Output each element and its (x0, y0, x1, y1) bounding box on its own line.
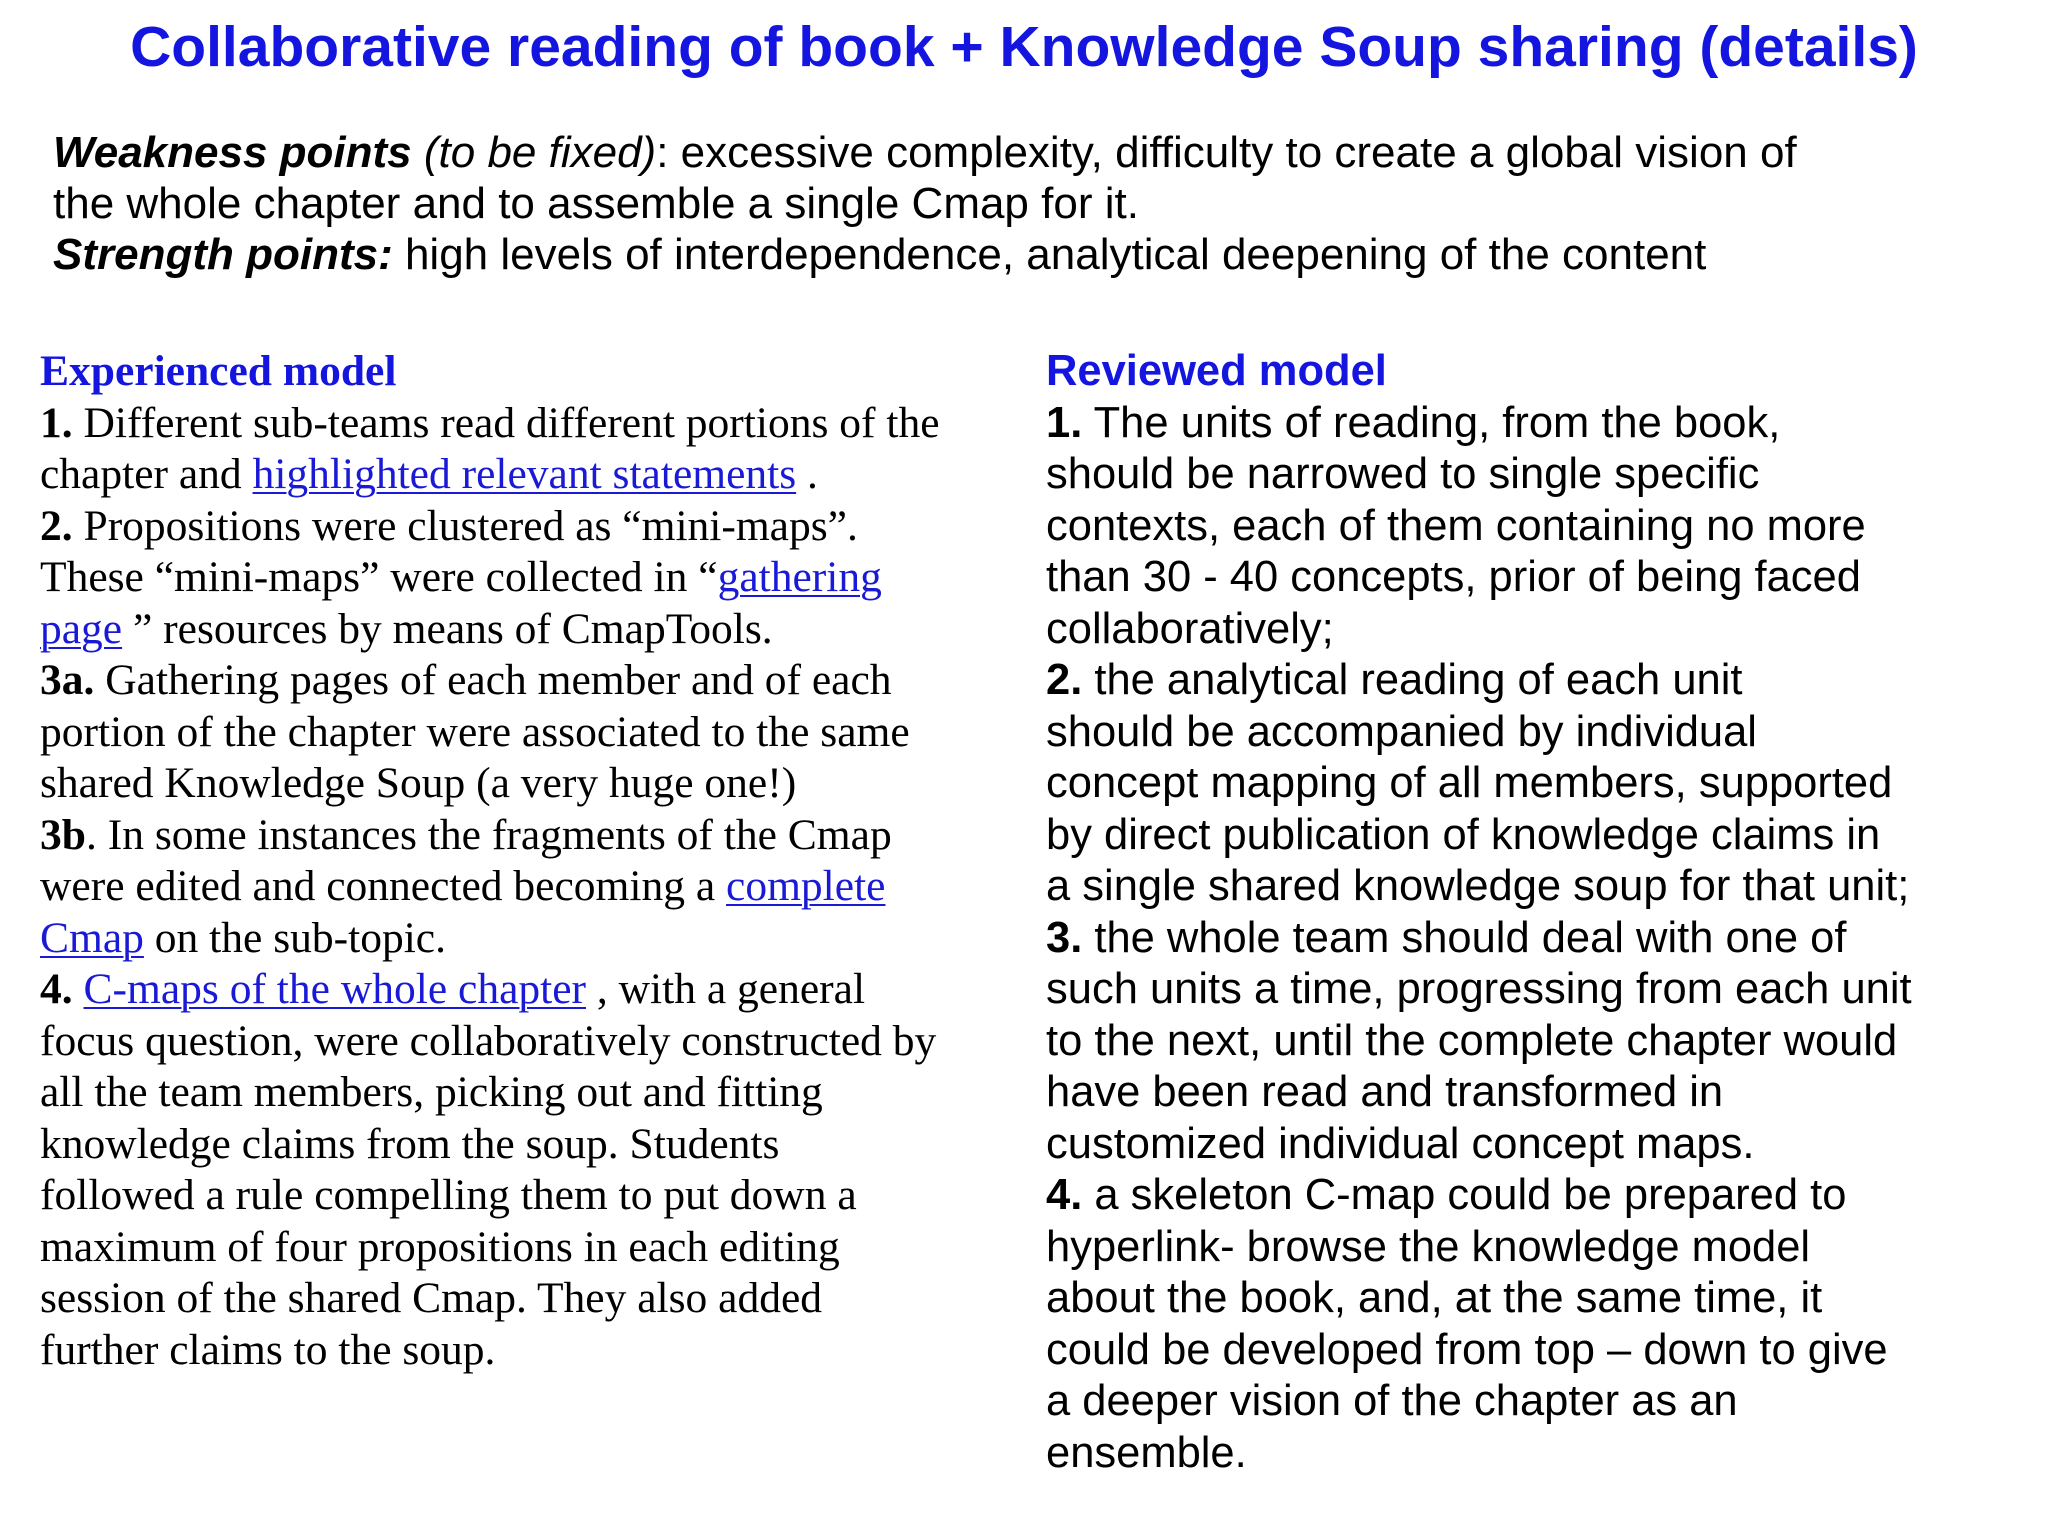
rev-line-6-text: the analytical reading of each unit (1082, 656, 1743, 704)
exp-line-7: portion of the chapter were associated to the same (40, 707, 910, 756)
rev-line-1-text: The units of reading, from the book, (1082, 398, 1781, 447)
weakness-paren: (to be fixed) (423, 128, 657, 177)
exp-line-17: maximum of four propositions in each editing (40, 1222, 840, 1271)
weakness-text-2: the whole chapter and to assemble a single Cmap for it. (53, 179, 1139, 228)
exp-line-11 (40, 913, 1050, 965)
gathering-page-link[interactable]: gathering (717, 553, 882, 601)
rev-line-11-text: the whole team should deal with one of (1082, 913, 1847, 962)
rev-line-11 (1046, 913, 2026, 965)
weakness-label: Weakness points (53, 128, 412, 177)
exp-line-5 (40, 604, 1050, 656)
rev-line-3: contexts, each of them containing no more (1046, 501, 1866, 550)
highlighted-statements-link[interactable]: highlighted relevant statements (252, 450, 797, 498)
rev-line-21: ensemble. (1046, 1428, 1247, 1477)
exp-line-10-text: were edited and connected becoming a (40, 862, 727, 910)
exp-line-11-text: on the sub-topic. (143, 913, 446, 962)
reviewed-model-column (1046, 346, 2026, 1479)
exp-line-19: further claims to the soup. (40, 1325, 496, 1374)
rev-line-17: hyperlink- browse the knowledge model (1046, 1222, 1811, 1271)
exp-line-5-text: ” resources by means of CmapTools. (122, 604, 773, 653)
exp-line-1-text: Different sub-teams read different portions of the (72, 398, 940, 447)
rev-item-2-number: 2. (1046, 656, 1083, 704)
gathering-page-link-cont[interactable]: page (40, 604, 123, 653)
rev-item-4-number: 4. (1046, 1171, 1083, 1219)
whole-chapter-cmaps-link[interactable]: C-maps of the whole chapter (83, 965, 587, 1013)
exp-line-6-text: Gathering pages of each member and of each (94, 656, 892, 704)
exp-line-18: session of the shared Cmap. They also added (40, 1274, 823, 1322)
rev-line-14: have been read and transformed in (1046, 1068, 1724, 1116)
strength-label: Strength points: (53, 230, 393, 279)
exp-line-2-text: chapter and (40, 450, 253, 498)
rev-item-3-number: 3. (1046, 913, 1083, 962)
exp-line-12 (40, 964, 1050, 1016)
rev-line-19: could be developed from top – down to give (1046, 1325, 1888, 1374)
exp-line-12-text: , with a general (586, 965, 866, 1013)
rev-line-5: collaboratively; (1046, 604, 1334, 653)
exp-line-3-text: Propositions were clustered as “mini-maps”. (72, 501, 858, 550)
rev-line-20: a deeper vision of the chapter as an (1046, 1377, 1738, 1425)
rev-line-16-text: a skeleton C-map could be prepared to (1082, 1171, 1847, 1219)
rev-line-8: concept mapping of all members, supported (1046, 759, 1893, 807)
exp-line-9-text: . In some instances the fragments of the Cmap (85, 810, 892, 859)
slide-title: Collaborative reading of book + Knowledge Soup sharing (details) (130, 15, 1918, 79)
rev-line-10: a single shared knowledge soup for that unit; (1046, 862, 1910, 910)
exp-line-1 (40, 398, 1050, 450)
rev-line-9: by direct publication of knowledge claims in (1046, 810, 1881, 859)
exp-line-13: focus question, were collaboratively constructed by (40, 1016, 937, 1065)
exp-line-4-text: These “mini-maps” were collected in “ (40, 553, 718, 601)
reviewed-model-heading: Reviewed model (1046, 347, 1387, 395)
rev-line-13: to the next, until the complete chapter would (1046, 1016, 1898, 1065)
experienced-model-column (40, 346, 1050, 1376)
rev-line-4: than 30 - 40 concepts, prior of being faced (1046, 553, 1861, 601)
rev-line-6 (1046, 655, 2026, 707)
rev-line-1 (1046, 398, 2026, 450)
rev-line-12: such units a time, progressing from each unit (1046, 965, 1912, 1013)
strength-line (53, 229, 2013, 280)
rev-line-15: customized individual concept maps. (1046, 1119, 1755, 1168)
exp-item-4-number: 4. (40, 965, 73, 1013)
exp-line-14: all the team members, picking out and fitting (40, 1068, 823, 1116)
rev-line-2: should be narrowed to single specific (1046, 450, 1760, 498)
exp-item-3a-number: 3a. (40, 656, 95, 704)
exp-line-3 (40, 501, 1050, 553)
experienced-model-heading: Experienced model (40, 347, 397, 395)
rev-line-16 (1046, 1170, 2026, 1222)
complete-cmap-link[interactable]: complete (726, 862, 886, 910)
exp-item-1-number: 1. (40, 398, 73, 447)
rev-line-7: should be accompanied by individual (1046, 707, 1757, 756)
exp-line-10 (40, 861, 1050, 913)
weakness-line-1 (53, 127, 2013, 178)
rev-item-1-number: 1. (1046, 398, 1083, 447)
exp-line-9 (40, 810, 1050, 862)
exp-line-16: followed a rule compelling them to put down a (40, 1171, 857, 1219)
rev-line-18: about the book, and, at the same time, it (1046, 1274, 1823, 1322)
exp-item-2-number: 2. (40, 501, 73, 550)
exp-line-6 (40, 655, 1050, 707)
weakness-text-1: : excessive complexity, difficulty to create a global vision of (656, 128, 1797, 177)
exp-line-2-end: . (796, 450, 818, 498)
complete-cmap-link-cont[interactable]: Cmap (40, 913, 144, 962)
summary-block (53, 127, 2013, 280)
strength-text: high levels of interdependence, analytical deepening of the content (392, 230, 1707, 279)
exp-line-2 (40, 449, 1050, 501)
exp-line-4 (40, 552, 1050, 604)
exp-line-15: knowledge claims from the soup. Students (40, 1119, 780, 1168)
exp-item-3b-number: 3b (40, 810, 86, 859)
exp-line-8: shared Knowledge Soup (a very huge one!) (40, 759, 797, 807)
